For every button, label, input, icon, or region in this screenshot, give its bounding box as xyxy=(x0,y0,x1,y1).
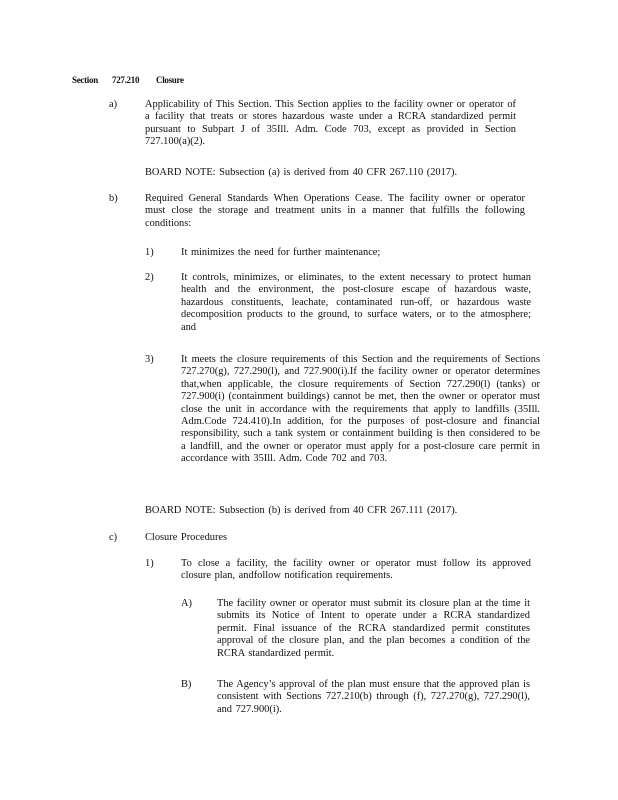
section-number: 727.210 xyxy=(112,75,140,85)
c-1-text: To close a facility, the facility owner or operator must follow its approved closure plan, andfollow notification requirements. xyxy=(181,558,531,582)
board-note-b: BOARD NOTE: Subsection (b) is derived from 40 CFR 267.111 (2017). xyxy=(145,505,458,516)
b-2-text: It controls, minimizes, or eliminates, to the extent necessary to protect human health and the environment, the post-closure escape of hazardous waste, hazardous constituents, leachate, contaminated run-off, or hazardous waste decomposition products to the ground, to surface waters, or to the atmosphere; and xyxy=(181,272,531,333)
board-note-a: BOARD NOTE: Subsection (a) is derived from 40 CFR 267.110 (2017). xyxy=(145,167,458,178)
b-3-marker: 3) xyxy=(145,354,154,365)
b-1-text: It minimizes the need for further maintenance; xyxy=(181,247,381,258)
c-1-B-text: The Agency’s approval of the plan must ensure that the approved plan is consistent with Sections 727.210(b) through (f), 727.270(g), 727.290(l), and 727.900(i). xyxy=(217,679,530,715)
section-title: Closure xyxy=(156,75,184,85)
section-heading xyxy=(72,74,184,86)
b-2-marker: 2) xyxy=(145,272,154,283)
b-3-text: It meets the closure requirements of this Section and the requirements of Sections 727.270(g), 727.290(l), and 727.900(i).If the facility owner or operator determines that,when applicable, the closure requirements of Section 727.290(l) (tanks) or 727.900(i) (containment buildings) cannot be met, then the owner or operator must close the unit in accordance with the requirements that apply to landfills (35Ill. Adm.Code 724.410).In addition, for the purposes of post-closure and financial responsibility, such a tank system or containment building is then considered to be a landfill, and the owner or operator must apply for a post-closure care permit in accordance with 35Ill. Adm. Code 702 and 703. xyxy=(181,354,540,465)
b-1-marker: 1) xyxy=(145,247,154,258)
c-1-A-marker: A) xyxy=(181,598,192,609)
subsection-b-text: Required General Standards When Operations Cease. The facility owner or operator must close the storage and treatment units in a manner that fulfills the following conditions: xyxy=(145,193,525,229)
subsection-a-marker: a) xyxy=(109,99,118,110)
c-1-A-text: The facility owner or operator must submit its closure plan at the time it submits its Notice of Intent to operate under a RCRA standardized permit. Final issuance of the RCRA standardized permit constitutes approval of the closure plan, and the plan becomes a condition of the RCRA standardized permit. xyxy=(217,598,530,659)
subsection-c-title: Closure Procedures xyxy=(145,532,228,543)
c-1-marker: 1) xyxy=(145,558,154,569)
c-1-B-marker: B) xyxy=(181,679,192,690)
section-label: Section xyxy=(72,75,98,85)
subsection-a-text: Applicability of This Section. This Section applies to the facility owner or operator of a facility that treats or stores hazardous waste under a RCRA standardized permit pursuant to Subpart J of 35Ill. Adm. Code 703, except as provided in Section 727.100(a)(2). xyxy=(145,99,516,148)
subsection-b-marker: b) xyxy=(109,193,118,204)
subsection-c-marker: c) xyxy=(109,532,118,543)
